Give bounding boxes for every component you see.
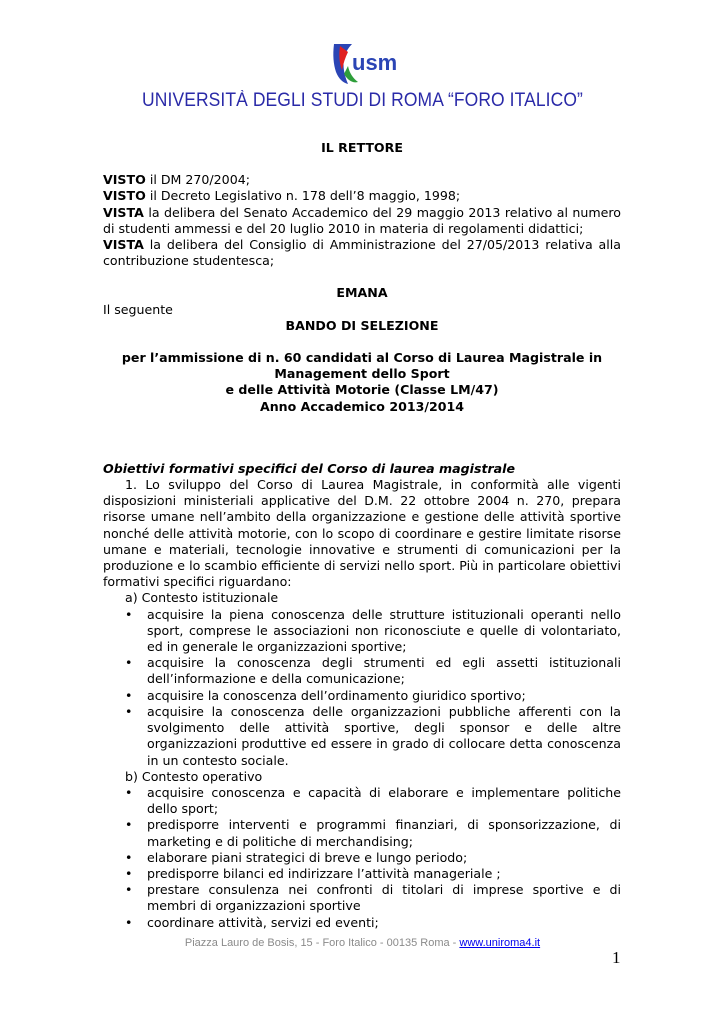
section-intro: 1. Lo sviluppo del Corso di Laurea Magistrale, in conformità alle vigenti disposizioni ministeriali applicative del D.M. 22 ottobre 2004 n. 270, prepara risorse umane nell’ambito della organizzazione e gestione delle attività sportive nonché delle attività motorie, con lo scopo di coordinare e gestire limitate risorse umane e materiali, tecnologie innovative e strumenti di comunicazioni per la produzione e lo scambio efficiente di servizi nello sport. Più in particolare obiettivi formativi specifici riguardano: bbox=[103, 477, 621, 590]
bullet-icon: • bbox=[125, 817, 133, 833]
list-item: • predisporre interventi e programmi finanziari, di sponsorizzazione, di marketing e di politiche di merchandising; bbox=[125, 817, 621, 849]
bullet-icon: • bbox=[125, 606, 133, 622]
visto-1: VISTO il DM 270/2004; bbox=[103, 172, 250, 188]
group-a-label: a) Contesto istituzionale bbox=[125, 590, 279, 606]
visto-3: VISTA la delibera del Senato Accademico del 29 maggio 2013 relativo al numero di studenti ammessi e del 20 luglio 2010 in materia di regolamenti didattici; bbox=[103, 204, 621, 236]
group-b-list bbox=[103, 785, 621, 931]
subject-line-3: e delle Attività Motorie (Classe LM/47) bbox=[225, 382, 499, 398]
bando-heading: BANDO DI SELEZIONE bbox=[285, 317, 439, 333]
section-heading: Obiettivi formativi specifici del Corso di laurea magistrale bbox=[103, 460, 516, 476]
list-item: • acquisire la conoscenza delle organizzazioni pubbliche afferenti con la svolgimento delle attività sportive, degli sponsor e delle altre organizzazioni produttive ed essere in grado di collocare detta conoscenza in un contesto sociale. bbox=[125, 703, 621, 768]
subject-line-1: per l’ammissione di n. 60 candidati al Corso di Laurea Magistrale in bbox=[121, 350, 603, 366]
page-number: 1 bbox=[612, 948, 621, 967]
subject-line-4: Anno Accademico 2013/2014 bbox=[259, 398, 465, 414]
group-b-label: b) Contesto operativo bbox=[125, 768, 263, 784]
bullet-icon: • bbox=[125, 865, 133, 881]
emana-heading: EMANA bbox=[336, 285, 388, 301]
il-seguente: Il seguente bbox=[103, 301, 173, 317]
list-item: • elaborare piani strategici di breve e lungo periodo; bbox=[125, 849, 468, 865]
list-item: • acquisire la conoscenza degli strumenti ed egli assetti istituzionali dell’informazione e della comunicazione; bbox=[125, 655, 621, 687]
website-link[interactable]: www.uniroma4.it bbox=[459, 937, 541, 949]
logo-text: usm bbox=[352, 50, 398, 75]
list-item: • acquisire la piena conoscenza delle strutture istituzionali operanti nello sport, comprese le associazioni non riconosciute e quelle di volontariato, ed in generale le organizzazioni sportive; bbox=[125, 606, 621, 655]
list-item: • acquisire la conoscenza dell’ordinamento giuridico sportivo; bbox=[125, 687, 526, 703]
list-item: • prestare consulenza nei confronti di titolari di imprese sportive e di membri di organizzazioni sportive bbox=[125, 882, 621, 914]
visto-2: VISTO il Decreto Legislativo n. 178 dell’8 maggio, 1998; bbox=[103, 188, 461, 204]
document-body bbox=[103, 140, 621, 931]
bullet-icon: • bbox=[125, 655, 133, 671]
group-a-list bbox=[103, 607, 621, 769]
university-logo bbox=[330, 40, 398, 86]
footer-address: Piazza Lauro de Bosis, 15 - Foro Italico - 00135 Roma - bbox=[184, 937, 460, 949]
bullet-icon: • bbox=[125, 849, 133, 865]
bullet-icon: • bbox=[125, 784, 133, 800]
bullet-icon: • bbox=[125, 687, 133, 703]
university-title: UNIVERSITÀ DEGLI STUDI DI ROMA “FORO ITALICO” bbox=[142, 90, 583, 111]
list-item: • coordinare attività, servizi ed eventi; bbox=[125, 914, 379, 930]
bullet-icon: • bbox=[125, 703, 133, 719]
bullet-icon: • bbox=[125, 882, 133, 898]
list-item: • predisporre bilanci ed indirizzare l’attività manageriale ; bbox=[125, 865, 501, 881]
decree-title: IL RETTORE bbox=[321, 140, 403, 155]
subject-line-2: Management dello Sport bbox=[274, 366, 450, 382]
bullet-icon: • bbox=[125, 914, 133, 930]
list-item: • acquisire conoscenza e capacità di elaborare e implementare politiche dello sport; bbox=[125, 784, 621, 817]
visto-4: VISTA la delibera del Consiglio di Amministrazione del 27/05/2013 relativa alla contribuzione studentesca; bbox=[103, 237, 621, 269]
